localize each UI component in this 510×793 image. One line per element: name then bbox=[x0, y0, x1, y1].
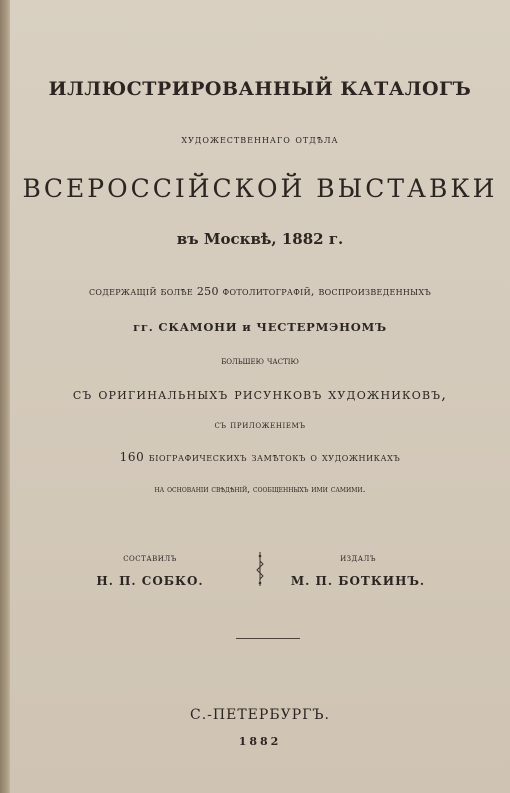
description-line-sources: на основаніи свѣдѣній, сообщенныхъ ими самими. bbox=[154, 485, 366, 495]
description-line-reproducers: гг. СКАМОНИ и ЧЕСТЕРМЭНОМЪ bbox=[133, 320, 387, 334]
imprint-year: 1882 bbox=[238, 735, 282, 748]
subtitle-department: художественнаго отдѣла bbox=[181, 133, 339, 146]
subtitle-place-date: въ Москвѣ, 1882 г. bbox=[176, 230, 344, 248]
description-line-original-drawings: съ оригинальныхъ рисунковъ художниковъ, bbox=[72, 385, 448, 403]
title-page bbox=[10, 0, 510, 793]
publisher-name: М. П. БОТКИНЪ. bbox=[290, 574, 426, 588]
description-line-biographies: 160 біографическихъ замѣтокъ о художникахъ bbox=[119, 450, 401, 464]
description-line-mostly: большею частію bbox=[221, 356, 299, 367]
page-title: ИЛЛЮСТРИРОВАННЫЙ КАТАЛОГЪ bbox=[48, 78, 472, 100]
description-line-photolithographs: содержащій болѣе 250 фотолитографій, воспроизведенныхъ bbox=[89, 285, 431, 298]
subtitle-exhibition: ВСЕРОССІЙСКОЙ ВЫСТАВКИ bbox=[22, 174, 498, 203]
compiler-role: составилъ bbox=[123, 553, 177, 564]
book-spine-edge bbox=[0, 0, 10, 793]
compiler-credit bbox=[50, 553, 250, 588]
publisher-role: издалъ bbox=[340, 553, 376, 564]
imprint-city: С.-ПЕТЕРБУРГЪ. bbox=[190, 707, 330, 723]
publisher-credit bbox=[258, 553, 458, 588]
divider-rule bbox=[236, 638, 300, 639]
compiler-name: Н. П. СОБКО. bbox=[96, 574, 204, 588]
description-line-appendix: съ приложеніемъ bbox=[214, 420, 306, 431]
